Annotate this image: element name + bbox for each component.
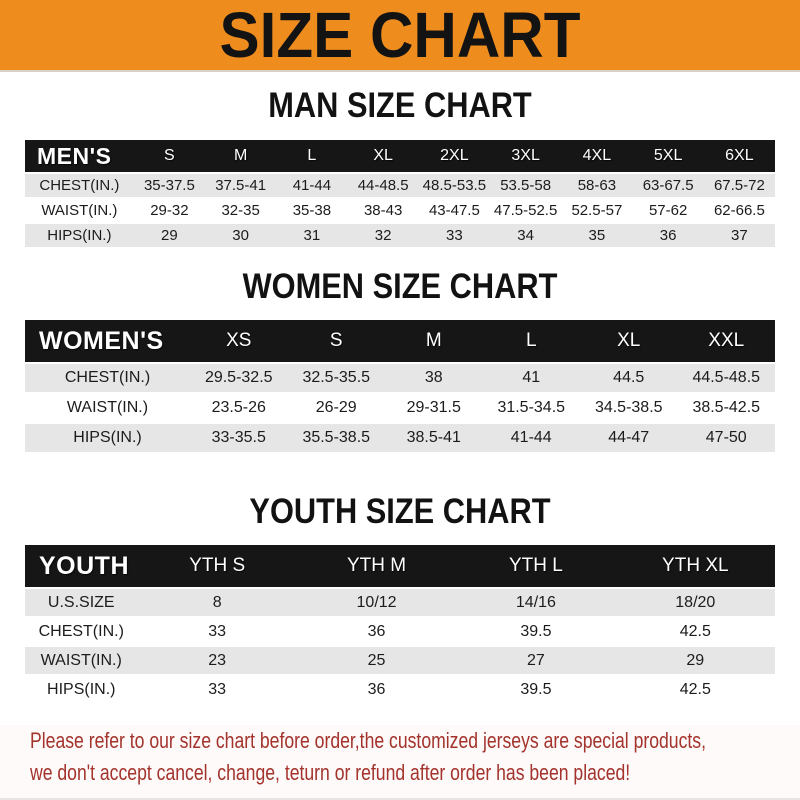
row-label-cell: HIPS(IN.) xyxy=(47,227,112,244)
value-cell: 47.5-52.5 xyxy=(493,202,558,219)
value-cell: 31.5-34.5 xyxy=(497,399,566,416)
size-column-header: S xyxy=(329,330,343,351)
value-cell: 44.5-48.5 xyxy=(692,369,761,386)
value-cell: 29-32 xyxy=(150,202,189,219)
value-cell: 31 xyxy=(303,227,321,244)
men-section xyxy=(0,88,800,249)
header-row xyxy=(25,140,775,172)
value-cell: 42.5 xyxy=(679,622,711,640)
table-row xyxy=(25,199,775,222)
table-row xyxy=(25,174,775,197)
size-column-header: XL xyxy=(617,330,641,351)
women-section-heading: WOMEN SIZE CHART xyxy=(242,267,558,306)
women-section xyxy=(0,269,800,454)
value-cell: 36 xyxy=(659,227,677,244)
table-row xyxy=(25,394,775,422)
header-row xyxy=(25,545,775,587)
size-column-header: YTH S xyxy=(189,555,246,576)
value-cell: 18/20 xyxy=(675,593,716,611)
value-cell: 23 xyxy=(208,651,227,669)
size-column-header: 6XL xyxy=(725,147,754,164)
table-row xyxy=(25,647,775,674)
banner xyxy=(0,0,800,72)
size-column-header: 3XL xyxy=(511,147,540,164)
value-cell: 29-31.5 xyxy=(406,399,461,416)
value-cell: 57-62 xyxy=(648,202,688,219)
value-cell: 41-44 xyxy=(292,177,332,194)
size-column-header: 4XL xyxy=(582,147,612,164)
value-cell: 26-29 xyxy=(315,399,357,416)
size-column-header: XS xyxy=(226,330,252,351)
value-cell: 35-37.5 xyxy=(143,177,195,194)
value-cell: 53.5-58 xyxy=(500,177,552,194)
table-row xyxy=(25,676,775,703)
value-cell: 44-47 xyxy=(608,429,650,446)
value-cell: 30 xyxy=(232,227,249,244)
value-cell: 47-50 xyxy=(705,429,747,446)
value-cell: 41 xyxy=(522,369,541,386)
value-cell: 29 xyxy=(686,651,705,669)
table-title-cell: WOMEN'S xyxy=(39,326,164,355)
size-column-header: 5XL xyxy=(653,147,683,164)
size-column-header: XXL xyxy=(708,330,745,351)
table-row xyxy=(25,589,775,616)
value-cell: 38.5-41 xyxy=(406,429,461,446)
value-cell: 35.5-38.5 xyxy=(302,429,371,446)
value-cell: 38-43 xyxy=(363,202,403,219)
value-cell: 38 xyxy=(424,369,443,386)
table-title-cell: MEN'S xyxy=(37,142,112,169)
men-section-heading: MAN SIZE CHART xyxy=(268,86,532,125)
value-cell: 67.5-72 xyxy=(713,177,765,194)
size-column-header: M xyxy=(233,147,248,164)
row-label-cell: CHEST(IN.) xyxy=(64,369,151,386)
page-title: SIZE CHART xyxy=(219,0,581,71)
value-cell: 34 xyxy=(517,227,534,244)
table-row xyxy=(25,224,775,247)
value-cell: 44.5 xyxy=(613,369,645,386)
header-row xyxy=(25,320,775,362)
value-cell: 36 xyxy=(367,622,386,640)
size-column-header: YTH XL xyxy=(662,555,729,576)
value-cell: 33 xyxy=(446,227,463,244)
value-cell: 63-67.5 xyxy=(642,177,694,194)
row-label-cell: CHEST(IN.) xyxy=(39,177,120,194)
table-title-cell: YOUTH xyxy=(39,551,129,580)
value-cell: 52.5-57 xyxy=(571,202,623,219)
value-cell: 42.5 xyxy=(679,680,711,698)
youth-section-heading: YOUTH SIZE CHART xyxy=(249,492,551,531)
row-label-cell: U.S.SIZE xyxy=(47,593,115,611)
value-cell: 27 xyxy=(527,651,545,669)
value-cell: 32 xyxy=(374,227,392,244)
disclaimer-line-2: we don't accept cancel, change, teturn or refund after order has been placed! xyxy=(30,760,631,785)
value-cell: 39.5 xyxy=(520,622,552,640)
size-column-header: M xyxy=(425,330,442,351)
value-cell: 29.5-32.5 xyxy=(204,369,273,386)
value-cell: 33 xyxy=(208,680,227,698)
men-size-table xyxy=(25,138,775,249)
value-cell: 14/16 xyxy=(515,593,556,611)
value-cell: 34.5-38.5 xyxy=(594,399,663,416)
size-column-header: XL xyxy=(373,147,393,164)
value-cell: 32-35 xyxy=(221,202,260,219)
row-label-cell: WAIST(IN.) xyxy=(66,399,149,416)
row-label-cell: CHEST(IN.) xyxy=(38,622,124,640)
disclaimer-note xyxy=(0,725,800,800)
value-cell: 33 xyxy=(208,622,227,640)
row-label-cell: WAIST(IN.) xyxy=(41,202,118,219)
value-cell: 8 xyxy=(212,593,222,611)
youth-size-table xyxy=(25,543,775,705)
value-cell: 44-48.5 xyxy=(357,177,409,194)
value-cell: 38.5-42.5 xyxy=(692,399,761,416)
value-cell: 25 xyxy=(367,651,386,669)
value-cell: 29 xyxy=(161,227,178,244)
value-cell: 62-66.5 xyxy=(713,202,765,219)
row-label-cell: WAIST(IN.) xyxy=(40,651,122,669)
disclaimer-line-1: Please refer to our size chart before order,the customized jerseys are special products, xyxy=(30,728,706,753)
value-cell: 23.5-26 xyxy=(211,399,266,416)
size-column-header: 2XL xyxy=(440,147,469,164)
value-cell: 32.5-35.5 xyxy=(302,369,371,386)
table-row xyxy=(25,618,775,645)
value-cell: 10/12 xyxy=(356,593,397,611)
value-cell: 48.5-53.5 xyxy=(422,177,487,194)
value-cell: 58-63 xyxy=(577,177,617,194)
value-cell: 39.5 xyxy=(520,680,552,698)
value-cell: 43-47.5 xyxy=(428,202,480,219)
value-cell: 36 xyxy=(367,680,386,698)
table-row xyxy=(25,364,775,392)
value-cell: 41-44 xyxy=(510,429,552,446)
charts-area xyxy=(0,88,800,705)
size-column-header: YTH M xyxy=(347,555,407,576)
women-size-table xyxy=(25,318,775,454)
size-column-header: S xyxy=(164,147,175,164)
size-column-header: YTH L xyxy=(509,555,563,576)
table-row xyxy=(25,424,775,452)
row-label-cell: HIPS(IN.) xyxy=(73,429,142,446)
row-label-cell: HIPS(IN.) xyxy=(47,680,116,698)
size-column-header: L xyxy=(307,147,317,164)
size-column-header: L xyxy=(525,330,537,351)
value-cell: 37.5-41 xyxy=(215,177,267,194)
youth-section xyxy=(0,494,800,705)
value-cell: 37 xyxy=(731,227,748,244)
value-cell: 35 xyxy=(588,227,606,244)
value-cell: 35-38 xyxy=(292,202,332,219)
value-cell: 33-35.5 xyxy=(211,429,266,446)
